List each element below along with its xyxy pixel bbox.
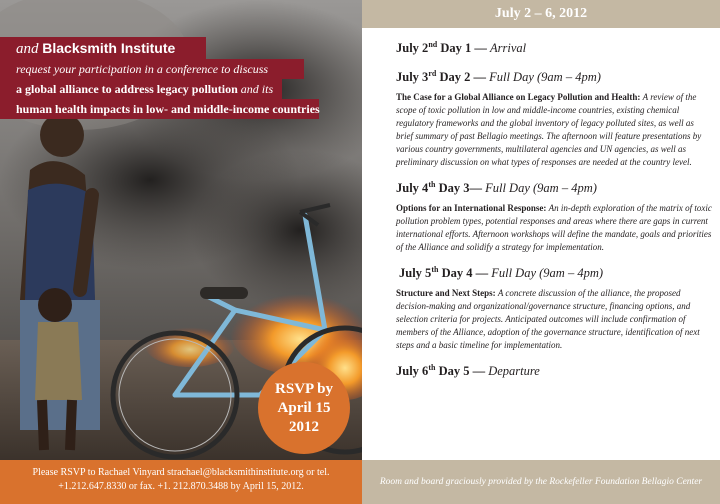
day-4-sup: th: [431, 264, 439, 274]
day-2-description: [396, 91, 712, 169]
day-3-sup: th: [428, 179, 436, 189]
banner-line-4: human health impacts in low- and middle-income countries: [0, 99, 319, 119]
day-1-date: July 2: [396, 41, 429, 55]
day-5-sup: th: [428, 362, 436, 372]
day-3-heading: [396, 180, 712, 196]
rsvp-line-3: 2012: [289, 418, 319, 435]
day-2-detail: Full Day (9am – 4pm): [489, 70, 601, 84]
day-3-body: An in-depth exploration of the matrix of toxic pollution problem types, potential responses and areas where there are gaps in current international efforts. Afternoon workshops will define the mandate, goals and priorities of the Alliance and solidify a strategy for implementation.: [396, 203, 712, 252]
day-4-topic: Structure and Next Steps:: [396, 288, 496, 298]
day-4-date: July 5: [399, 266, 432, 280]
organization-name: Blacksmith Institute: [42, 40, 176, 56]
day-4-description: [396, 287, 712, 352]
banner-line-3: [0, 79, 282, 99]
day-3-label: Day 3—: [435, 181, 486, 195]
rsvp-contact-line-2: +1.212.647.8330 or fax. +1. 212.870.3488 by April 15, 2012.: [58, 481, 304, 492]
day-1-heading: [396, 40, 712, 56]
banner-line-2: request your participation in a conference to discuss: [0, 59, 304, 79]
right-panel: [362, 0, 720, 504]
day-3-topic: Options for an International Response:: [396, 203, 547, 213]
day-2-date: July 3: [396, 70, 429, 84]
day-5-date: July 6: [396, 364, 429, 378]
day-5-label: Day 5 —: [435, 364, 489, 378]
day-1-sup: nd: [428, 39, 438, 49]
banner-topic: a global alliance to address legacy pollution: [16, 82, 238, 96]
banner-and: and: [16, 41, 39, 57]
day-5-heading: [396, 363, 712, 379]
rsvp-line-1: RSVP by: [275, 380, 333, 397]
day-2-topic: The Case for a Global Alliance on Legacy Pollution and Health:: [396, 92, 641, 102]
day-2-body: A review of the scope of toxic pollution in low and middle-income countries, existing chemical regulatory frameworks and the global inventory of legacy polluted sites, as well as brief summary of past Bellagio meetings. The afternoon will feature presentations by various country governments, multilateral agencies and UN agencies, as well as preliminary discussion on what types of responses are needed at the country level.: [396, 92, 702, 167]
day-4-label: Day 4 —: [438, 266, 492, 280]
banner-line-1: [0, 37, 206, 59]
rsvp-contact-line-1: Please RSVP to Rachael Vinyard strachael@blacksmithinstitute.org or tel.: [32, 467, 330, 478]
rsvp-contact-footer: [0, 460, 362, 504]
day-4-body: A concrete discussion of the alliance, the proposed decision-making and organizational/governance structure, financing options, and selection criteria for projects. Anticipated outcomes will include confirmation of members of the Alliance, adoption of the governance structure, identification of next steps and a basic timeline for implementation.: [396, 288, 700, 350]
banner-and-its: and its: [240, 82, 274, 96]
day-3-detail: Full Day (9am – 4pm): [485, 181, 597, 195]
date-range-header: July 2 – 6, 2012: [362, 0, 720, 28]
rsvp-badge: [258, 362, 350, 454]
day-1-label: Day 1 —: [437, 41, 490, 55]
day-2-heading: [396, 69, 712, 85]
sponsor-footer: Room and board graciously provided by the Rockefeller Foundation Bellagio Center: [362, 460, 720, 504]
day-2-sup: rd: [428, 68, 437, 78]
day-4-heading: [396, 265, 712, 281]
day-3-date: July 4: [396, 181, 429, 195]
rsvp-line-2: April 15: [277, 399, 331, 416]
day-2-label: Day 2 —: [436, 70, 490, 84]
day-4-detail: Full Day (9am – 4pm): [491, 266, 604, 280]
day-5-detail: Departure: [488, 364, 540, 378]
schedule: [396, 40, 712, 379]
day-3-description: [396, 202, 712, 254]
day-1-detail: Arrival: [490, 41, 527, 55]
